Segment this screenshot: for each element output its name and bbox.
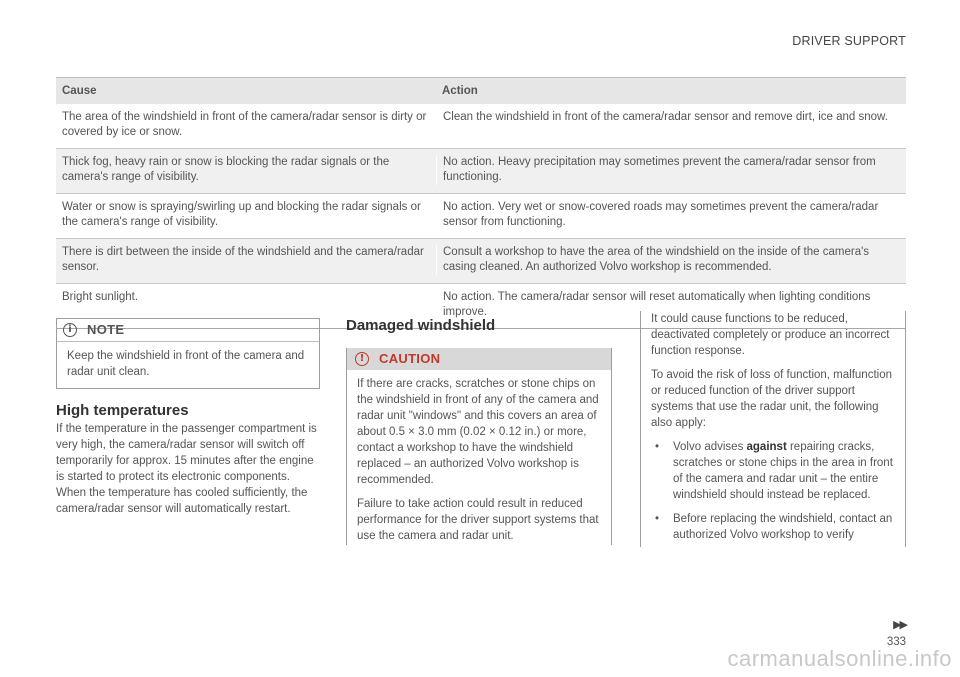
caution-header (347, 348, 611, 370)
table-cell-cause: Bright sunlight. (62, 291, 139, 303)
cause-action-table (56, 77, 906, 329)
info-icon: i (63, 323, 77, 337)
table-row (56, 104, 906, 148)
caution-body (347, 370, 611, 544)
note-header (57, 319, 319, 342)
table-cell-action: No action. Heavy precipitation may sometimes prevent the camera/radar sensor from functioning. (436, 155, 906, 185)
table-cell-cause: The area of the windshield in front of the camera/radar sensor is dirty or covered by ice or snow. (62, 111, 427, 138)
table-cell-action: Clean the windshield in front of the camera/radar sensor and remove dirt, ice and snow. (436, 110, 906, 140)
table-header (56, 77, 906, 104)
damaged-windshield-heading: Damaged windshield (346, 317, 496, 334)
caution-box (346, 348, 612, 545)
note-box (56, 318, 320, 389)
table-cell-action: No action. Very wet or snow-covered roads may sometimes prevent the camera/radar sensor from functioning. (436, 200, 906, 230)
table-cell-cause: There is dirt between the inside of the windshield and the camera/radar sensor. (62, 246, 424, 273)
bullet-text: Volvo advises (673, 441, 747, 453)
table-cell-cause: Thick fog, heavy rain or snow is blocking the radar signals or the camera's range of visibility. (62, 156, 390, 183)
caution-paragraph: If there are cracks, scratches or stone chips on the windshield in front of any of the camera and radar unit "windows" and this covers an area of about 0.5 × 3.0 mm (0.02 × 0.12 in.) or more, contact a workshop to have the windshield replaced – an authorized Volvo workshop is recommended. (357, 378, 599, 486)
caution-paragraph: Failure to take action could result in reduced performance for the driver support systems that use the camera and radar unit. (357, 498, 599, 542)
column-header-action: Action (442, 85, 478, 97)
high-temperatures-body: If the temperature in the passenger compartment is very high, the camera/radar sensor will switch off temporarily for approx. 15 minutes after the engine is started to protect its electronic components. When the temperature has cooled sufficiently, the camera/radar sensor will automatically restart. (56, 423, 317, 515)
paragraph: It could cause functions to be reduced, deactivated completely or produce an incorrect function response. (651, 313, 890, 357)
table-row (56, 148, 906, 193)
page-number: 333 (886, 636, 906, 648)
table-cell-action: Consult a workshop to have the area of the windshield on the inside of the camera's casing cleaned. An authorized Volvo workshop is recommended. (436, 245, 906, 275)
list-item (651, 439, 895, 503)
bullet-emphasis: against (746, 441, 787, 453)
paragraph: To avoid the risk of loss of function, malfunction or reduced function of the driver support systems that use the radar unit, the following also apply: (651, 369, 892, 429)
caution-title: CAUTION (379, 351, 441, 366)
left-column (56, 318, 320, 517)
note-title: NOTE (87, 322, 125, 337)
right-column (640, 313, 906, 554)
warning-icon: ! (355, 352, 369, 366)
table-cell-cause: Water or snow is spraying/swirling up and blocking the radar signals or the camera's range of visibility. (62, 201, 421, 228)
high-temperatures-heading: High temperatures (56, 402, 189, 419)
bullet-mark: • (655, 441, 660, 453)
bullet-text: Before replacing the windshield, contact an authorized Volvo workshop to verify (673, 513, 893, 541)
column-header-cause: Cause (62, 85, 97, 97)
right-column-box (640, 311, 906, 547)
middle-column (346, 318, 612, 545)
bullet-list (651, 439, 895, 543)
watermark: carmanualsonline.info (727, 646, 952, 671)
next-page-icon[interactable]: ▶▶ (893, 619, 906, 631)
section-title: DRIVER SUPPORT (792, 34, 906, 48)
note-body: Keep the windshield in front of the camera and radar unit clean. (67, 350, 305, 378)
list-item (651, 511, 895, 543)
table-row (56, 238, 906, 283)
table-row (56, 193, 906, 238)
bullet-text: repairing cracks, scratches or stone chips in the area in front of the camera and radar unit – the entire windshield should instead be replaced. (673, 441, 893, 501)
bullet-mark: • (655, 513, 660, 525)
table-cell-action: No action. The camera/radar sensor will reset automatically when lighting conditions improve. (436, 290, 906, 320)
